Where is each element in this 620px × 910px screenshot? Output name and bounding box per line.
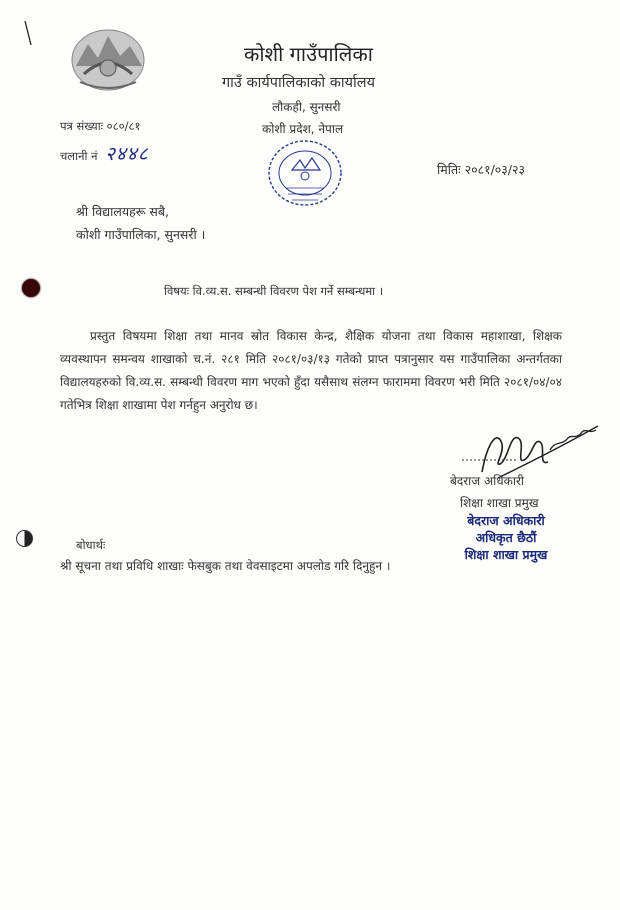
letter-subject: विषयः वि.व्य.स. सम्बन्धी विवरण पेश गर्ने सम्बन्धमा । [164,284,384,298]
signatory-title: शिक्षा शाखा प्रमुख [460,496,539,510]
letter-number [60,119,140,134]
province-name: कोशी प्रदेश, नेपाल [262,122,344,136]
stamp-rank: अधिकृत छैठौं [475,530,537,545]
dispatch-number-label: चलानी नं [60,149,98,163]
dispatch-number [60,140,149,166]
cc-line: श्री सूचना तथा प्रविधि शाखाः फेसबुक तथा वेवसाइटमा अपलोड गरि दिनुहुन । [60,559,391,573]
signatory-name: बेदराज अधिकारी [450,474,524,488]
letter-body: प्रस्तुत विषयमा शिक्षा तथा मानव स्रोत विकास केन्द्र, शैक्षिक योजना तथा विकास महाशाखा, शिक्षक व्यवस्थापन समन्वय शाखाको च.नं. २८१ मिति २०८१/०३/१३ गतेको प्राप्त पत्रानुसार यस गाउँपालिका अन्तर्गतका विद्यालयहरुको वि.व्य.स. सम्बन्धी विवरण माग भएको हुँदा यसैसाथ संलग्न फाराममा विवरण भरी मिति २०८१/०४/०४ गतेभित्र शिक्षा शाखामा पेश गर्नहुन अनुरोध छ। [60,329,562,412]
office-stamp-icon [262,130,348,216]
government-emblem-icon [68,22,148,94]
letter-number-label: पत्र संख्याः [60,119,104,133]
punch-hole [16,530,33,547]
recipient-line-1: श्री विद्यालयहरू सबै, [76,204,169,219]
punch-hole [22,279,40,297]
organization-name: कोशी गाउँपालिका [244,42,373,66]
stamp-title: शिक्षा शाखा प्रमुख [464,547,548,562]
signature-stamp [451,512,561,563]
office-location: लौकही, सुनसरी [272,100,341,114]
recipient-line-2: कोशी गाउँपालिका, सुनसरी । [76,227,206,242]
dispatch-number-value: २४४८ [105,143,149,165]
letter-date: मितिः २०८१/०३/२३ [437,162,525,177]
stamp-name: बेदराज अधिकारी [467,513,545,528]
letter-number-value: ०८०/८१ [106,119,141,133]
cc-label: बोधार्थः [76,538,106,552]
office-name: गाउँ कार्यपालिकाको कार्यालय [222,75,376,91]
pen-mark [23,20,33,46]
